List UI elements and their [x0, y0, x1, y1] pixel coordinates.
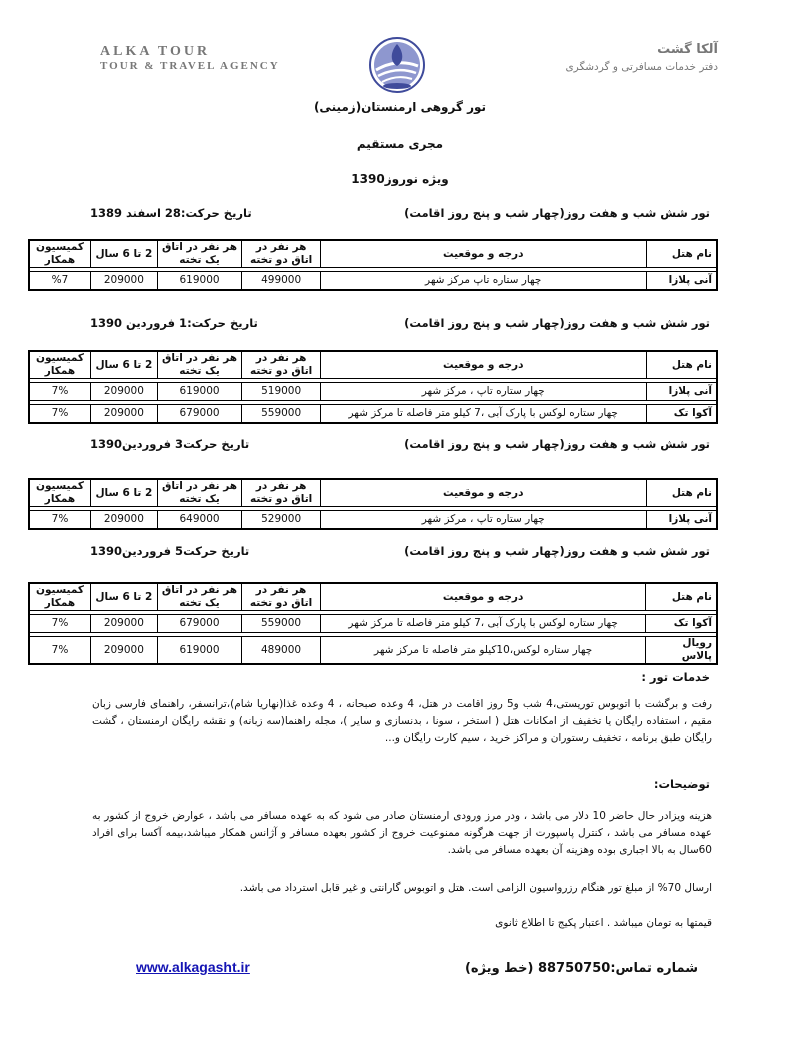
- services-text: رفت و برگشت با اتوبوس توریستی،4 شب و5 روز اقامت در هتل، 4 وعده صبحانه ، 4 وعده غذا(نهاریا شام)،ترانسفر، راهنمای فارسی زبان مقیم ، استفاده رایگان یا تخفیف از امکانات هتل ( استخر ، سونا ، بدنسازی و سایر )، مجله راهنما(سه زبانه) و نقشه رایگان ارمنستان ، گشت رایگان طبق برنامه ، تخفیف رستوران و مراکز خرید ، سیم کارت رایگان و...: [92, 698, 713, 744]
- contact-phone: شماره تماس:88750750 (خط ویژه): [464, 961, 698, 976]
- tour-1-description: تور شش شب و هفت روز(چهار شب و پنج روز اقامت): [404, 206, 710, 220]
- tour-4-departure-date: تاریخ حرکت5 فروردین1390: [90, 544, 250, 558]
- price-child: 209000: [90, 637, 157, 665]
- price-single: 619000: [157, 637, 242, 665]
- notes-title: توضیحات:: [653, 777, 710, 791]
- price-single: 679000: [157, 405, 242, 424]
- website-link[interactable]: www.alkagasht.ir: [136, 959, 250, 975]
- hotel-grade: چهار ستاره تاپ مرکز شهر: [320, 272, 646, 291]
- tour-3-departure-date: تاریخ حرکت3 فروردین1390: [90, 437, 250, 451]
- hotel-grade: چهار ستاره تاپ ، مرکز شهر: [320, 383, 646, 401]
- table-row: [29, 383, 717, 401]
- col-hotel: نام هتل: [646, 351, 717, 379]
- hotel-grade: چهار ستاره تاپ ، مرکز شهر: [320, 511, 646, 530]
- col-child: 2 تا 6 سال: [91, 479, 158, 507]
- price-child: 209000: [90, 615, 157, 633]
- price-table-3: [28, 478, 718, 530]
- hotel-name: آکوا تک: [646, 405, 717, 424]
- brand-english-tagline: TOUR & TRAVEL AGENCY: [100, 60, 280, 72]
- col-commission: کمیسیون همکار: [29, 583, 90, 611]
- col-grade: درجه و موقعیت: [320, 583, 646, 611]
- notes-paragraph-3: قیمتها به تومان میباشد . اعتبار پکیج تا اطلاع ثانوی: [495, 917, 712, 929]
- hotel-name: آنی پلازا: [646, 511, 717, 530]
- col-hotel: نام هتل: [646, 240, 717, 268]
- hotel-name: آکوا تک: [646, 615, 717, 633]
- col-single: هر نفر در اتاق یک تخته: [157, 583, 242, 611]
- price-table-2: [28, 350, 718, 424]
- tour-1-departure-date: تاریخ حرکت:28 اسفند 1389: [90, 206, 252, 220]
- brand-persian: [565, 42, 718, 73]
- price-single: 649000: [157, 511, 242, 530]
- price-double: 519000: [242, 383, 321, 401]
- col-commission: کمیسیون همکار: [29, 479, 91, 507]
- col-grade: درجه و موقعیت: [320, 351, 646, 379]
- price-double: 489000: [242, 637, 321, 665]
- table-row: [29, 272, 717, 291]
- hotel-name: آنی پلازا: [646, 272, 717, 291]
- price-child: 209000: [91, 272, 158, 291]
- notes-paragraph-1: هزینه ویزادر حال حاضر 10 دلار می باشد ، ودر مرز ورودی ارمنستان صادر می شود که به عهده مسافر می باشد ، عوارض خروج از کشور به عهده مسافر می باشد ، کنترل پاسپورت از جهت هرگونه ممنوعیت خروج از کشور بعهده مسافر و آژانس همکار میباشد،بیمه آکسا برای افراد 60سال به بالا اجباری بوده وهزینه آن بعهده مسافر می باشد.: [92, 810, 712, 856]
- tour-4-line: [90, 544, 710, 560]
- hotel-name: رویال پالاس: [646, 637, 717, 665]
- tour-2-departure-date: تاریخ حرکت:1 فروردین 1390: [90, 316, 258, 330]
- commission: %7: [29, 272, 91, 291]
- col-grade: درجه و موقعیت: [320, 479, 646, 507]
- col-double: هر نفر در اتاق دو تخته: [242, 583, 321, 611]
- brand-english-name: ALKA TOUR: [100, 44, 211, 59]
- logo-globe-icon: [368, 36, 426, 94]
- brand-persian-name: آلکا گشت: [657, 42, 718, 57]
- tour-3-description: تور شش شب و هفت روز(چهار شب و پنج روز اقامت): [404, 437, 710, 451]
- col-double: هر نفر در اتاق دو تخته: [242, 479, 321, 507]
- tour-2-description: تور شش شب و هفت روز(چهار شب و پنج روز اقامت): [404, 316, 710, 330]
- page-title: تور گروهی ارمنستان(زمینی): [313, 100, 487, 114]
- col-single: هر نفر در اتاق یک تخته: [157, 351, 242, 379]
- nowruz-subtitle: ویژه نوروز1390: [351, 172, 449, 186]
- price-double: 559000: [242, 405, 321, 424]
- table-row: [29, 615, 717, 633]
- price-child: 209000: [91, 383, 158, 401]
- commission: 7%: [29, 405, 91, 424]
- brand-persian-tagline: دفتر خدمات مسافرتی و گردشگری: [565, 61, 718, 73]
- col-hotel: نام هتل: [646, 583, 717, 611]
- col-single: هر نفر در اتاق یک تخته: [157, 479, 242, 507]
- hotel-name: آنی پلازا: [646, 383, 717, 401]
- table-row: [29, 405, 717, 424]
- price-table-4: [28, 582, 718, 665]
- price-single: 619000: [157, 272, 242, 291]
- col-double: هر نفر در اتاق دو تخته: [242, 240, 321, 268]
- price-single: 619000: [157, 383, 242, 401]
- price-double: 499000: [242, 272, 321, 291]
- col-child: 2 تا 6 سال: [91, 240, 158, 268]
- price-child: 209000: [91, 405, 158, 424]
- hotel-grade: چهار ستاره لوکس با پارک آبی ،7 کیلو متر فاصله تا مرکز شهر: [320, 615, 646, 633]
- table-row: [29, 637, 717, 665]
- operator-subtitle: مجری مستقیم: [356, 137, 444, 151]
- price-child: 209000: [91, 511, 158, 530]
- price-double: 529000: [242, 511, 321, 530]
- services-title: خدمات تور :: [641, 670, 710, 684]
- col-grade: درجه و موقعیت: [320, 240, 646, 268]
- price-table-1: [28, 239, 718, 291]
- col-double: هر نفر در اتاق دو تخته: [242, 351, 321, 379]
- commission: 7%: [29, 511, 91, 530]
- commission: 7%: [29, 615, 90, 633]
- table-row: [29, 511, 717, 530]
- tour-2-line: [90, 316, 710, 332]
- brand-english: [100, 44, 280, 74]
- col-hotel: نام هتل: [646, 479, 717, 507]
- commission: 7%: [29, 383, 91, 401]
- col-single: هر نفر در اتاق یک تخته: [157, 240, 242, 268]
- commission: 7%: [29, 637, 90, 665]
- hotel-grade: چهار ستاره لوکس با پارک آبی ،7 کیلو متر فاصله تا مرکز شهر: [320, 405, 646, 424]
- col-child: 2 تا 6 سال: [91, 351, 158, 379]
- notes-paragraph-2: ارسال 70% از مبلغ تور هنگام رزرواسیون الزامی است. هتل و اتوبوس گارانتی و غیر قابل استرداد می باشد.: [239, 882, 712, 894]
- hotel-grade: چهار ستاره لوکس،10کیلو متر فاصله تا مرکز شهر: [320, 637, 646, 665]
- col-commission: کمیسیون همکار: [29, 351, 91, 379]
- table-header-row: [29, 351, 717, 379]
- col-child: 2 تا 6 سال: [90, 583, 157, 611]
- table-header-row: [29, 479, 717, 507]
- tour-4-description: تور شش شب و هفت روز(چهار شب و پنج روز اقامت): [404, 544, 710, 558]
- price-double: 559000: [242, 615, 321, 633]
- price-single: 679000: [157, 615, 242, 633]
- table-header-row: [29, 240, 717, 268]
- table-header-row: [29, 583, 717, 611]
- tour-3-line: [90, 437, 710, 453]
- tour-1-line: [90, 206, 710, 222]
- col-commission: کمیسیون همکار: [29, 240, 91, 268]
